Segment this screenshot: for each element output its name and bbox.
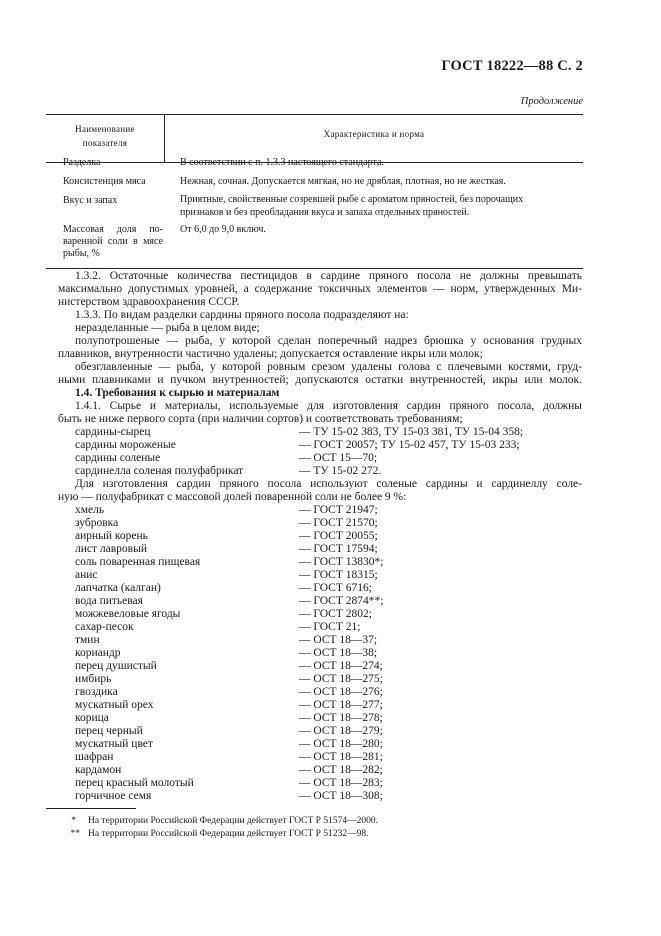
list-item-standard: — ОСТ 18—37; [299,634,378,646]
continuation-label: Продолжение [520,96,583,107]
text-line: 1.4.1. Сырье и материалы, используемые для изготовления сардин пряного посола, должны [75,400,582,412]
section-title: 1.4. Требования к сырью и материалам [75,387,280,399]
list-item-name: тмин [75,634,100,646]
list-item-name: горчичное семя [75,790,152,802]
footnote-mark: * [71,816,76,826]
list-item-standard: — ГОСТ 17594; [299,543,378,555]
text-line: максимально допустимых уровней, а содержание токсичных элементов — норм, утвержденных Ми- [58,283,582,295]
text-line: 1.3.3. По видам разделки сардины пряного посола подразделяют на: [75,309,409,321]
footnote-mark: ** [70,829,80,839]
list-item-name: лапчатка (калган) [75,582,161,594]
list-item-standard: — ГОСТ 2802; [299,608,372,620]
list-item-standard: — ГОСТ 21570; [299,517,378,529]
list-item-name: кориандр [75,647,121,659]
list-item-standard: — ГОСТ 13830*; [299,556,384,568]
list-item-name: сардины мороженые [75,439,176,451]
list-item-standard: — ТУ 15-02 272. [299,465,382,477]
text-line: ную — полуфабрикат с массовой долей поваренной соли не более 9 %: [58,491,407,503]
list-item-name: кардамон [75,764,122,776]
list-item-standard: — ГОСТ 18315; [299,569,378,581]
list-item-name: вода питьевая [75,595,143,607]
list-item-standard: — ОСТ 18—38; [299,647,378,659]
list-item-name: гвоздика [75,686,118,698]
table-header-name-line: Наименование [75,124,135,134]
list-item-standard: — ОСТ 18—277; [299,699,383,711]
list-item-standard: — ОСТ 15—70; [299,452,378,464]
text-line: ными плавниками и пучком внутренностей; допускаются остатки внутренностей, икры или молок. [58,374,582,386]
list-item-name: имбирь [75,673,112,685]
list-item-standard: — ОСТ 18—308; [299,790,383,802]
table-row-name: Массовая доля по- [63,224,163,235]
list-item-standard: — ГОСТ 20055; [299,530,378,542]
table-row-value: От 6,0 до 9,0 включ. [180,224,266,235]
list-item-name: шафран [75,751,114,763]
list-item-name: мускатный орех [75,699,154,711]
list-item-name: лист лавровый [75,543,147,555]
text-line: полупотрошеные — рыба, у которой сделан поперечный надрез брюшка у основания грудных [75,335,582,347]
list-item-name: сардины соленые [75,452,161,464]
list-item-name: соль поваренная пищевая [75,556,201,568]
list-item-name: перец черный [75,725,143,737]
list-item-standard: — ОСТ 18—275; [299,673,383,685]
list-item-standard: — ОСТ 18—278; [299,712,383,724]
list-item-standard: — ОСТ 18—276; [299,686,383,698]
table-row-value: Приятные, свойственные созревшей рыбе с ароматом пряностей, без порочащих [180,194,524,205]
footnote-text: На территории Российской Федерации действует ГОСТ Р 51574—2000. [88,816,378,826]
list-item-name: хмель [75,504,105,516]
list-item-standard: — ГОСТ 2874**; [299,595,384,607]
list-item-name: корица [75,712,109,724]
footnote-text: На территории Российской Федерации действует ГОСТ Р 51232—98. [88,829,369,839]
list-item-name: перец красный молотый [75,777,194,789]
footnote-rule [46,808,136,809]
list-item-name: мускатный цвет [75,738,153,750]
list-item-standard: — ОСТ 18—279; [299,725,383,737]
text-line: Для изготовления сардин пряного посола используют соленые сардины и сардинеллу соле- [75,478,582,490]
table-row-value: В соответствии с п. 1.3.3 настоящего стандарта. [180,157,384,168]
list-item-name: можжевеловые ягоды [75,608,181,620]
table-row-value: Нежная, сочная. Допускается мягкая, но не дряблая, плотная, но не жесткая. [180,176,506,187]
table-row-value: признаков и без преобладания вкуса и запаха отдельных пряностей. [180,207,470,218]
text-line: плавников, внутренности частично удалены; допускается оставление икры или молок; [58,348,483,360]
list-item-name: сахар-песок [75,621,134,633]
list-item-standard: — ТУ 15-02 383, ТУ 15-03 381, ТУ 15-04 358; [299,426,524,438]
table-row-name: Разделка [63,157,101,168]
list-item-name: анис [75,569,98,581]
text-line: нистерством здравоохранения СССР. [58,296,240,308]
list-item-standard: — ОСТ 18—282; [299,764,383,776]
text-line: неразделанные — рыба в целом виде; [75,322,260,334]
list-item-name: перец душистый [75,660,157,672]
list-item-standard: — ОСТ 18—283; [299,777,383,789]
table-row-name: Консистенция мяса [63,176,146,187]
list-item-standard: — ОСТ 18—280; [299,738,383,750]
list-item-standard: — ГОСТ 21947; [299,504,378,516]
list-item-standard: — ГОСТ 21; [299,621,361,633]
text-line: обезглавленные — рыба, у которой ровным срезом удалены голова с плечевыми костями, груд- [75,361,582,373]
list-item-standard: — ОСТ 18—281; [299,751,383,763]
list-item-name: зубровка [75,517,119,529]
list-item-name: аирный корень [75,530,148,542]
list-item-standard: — ГОСТ 6716; [299,582,372,594]
text-line: быть не ниже первого сорта (при наличии сортов) и соответствовать требованиям; [58,413,463,425]
list-item-standard: — ОСТ 18—274; [299,660,383,672]
table-top-rule [46,114,583,115]
table-row-name: рыбы, % [63,248,100,259]
page-header-title: ГОСТ 18222—88 С. 2 [441,58,583,74]
table-header-characteristic: Характеристика и норма [323,129,425,139]
list-item-standard: — ГОСТ 20057; ТУ 15-02 457, ТУ 15-03 233; [299,439,520,451]
list-item-name: сардины-сырец [75,426,151,438]
table-bottom-rule [46,268,583,269]
table-row-name: варенной соли в мясе [63,236,163,247]
text-line: 1.3.2. Остаточные количества пестицидов в сардине пряного посола не должны превышать [75,270,582,282]
table-row-name: Вкус и запах [63,195,118,206]
table-header-name [46,122,164,150]
table-header-name-line: показателя [82,138,128,148]
list-item-name: сардинелла соленая полуфабрикат [75,465,244,477]
